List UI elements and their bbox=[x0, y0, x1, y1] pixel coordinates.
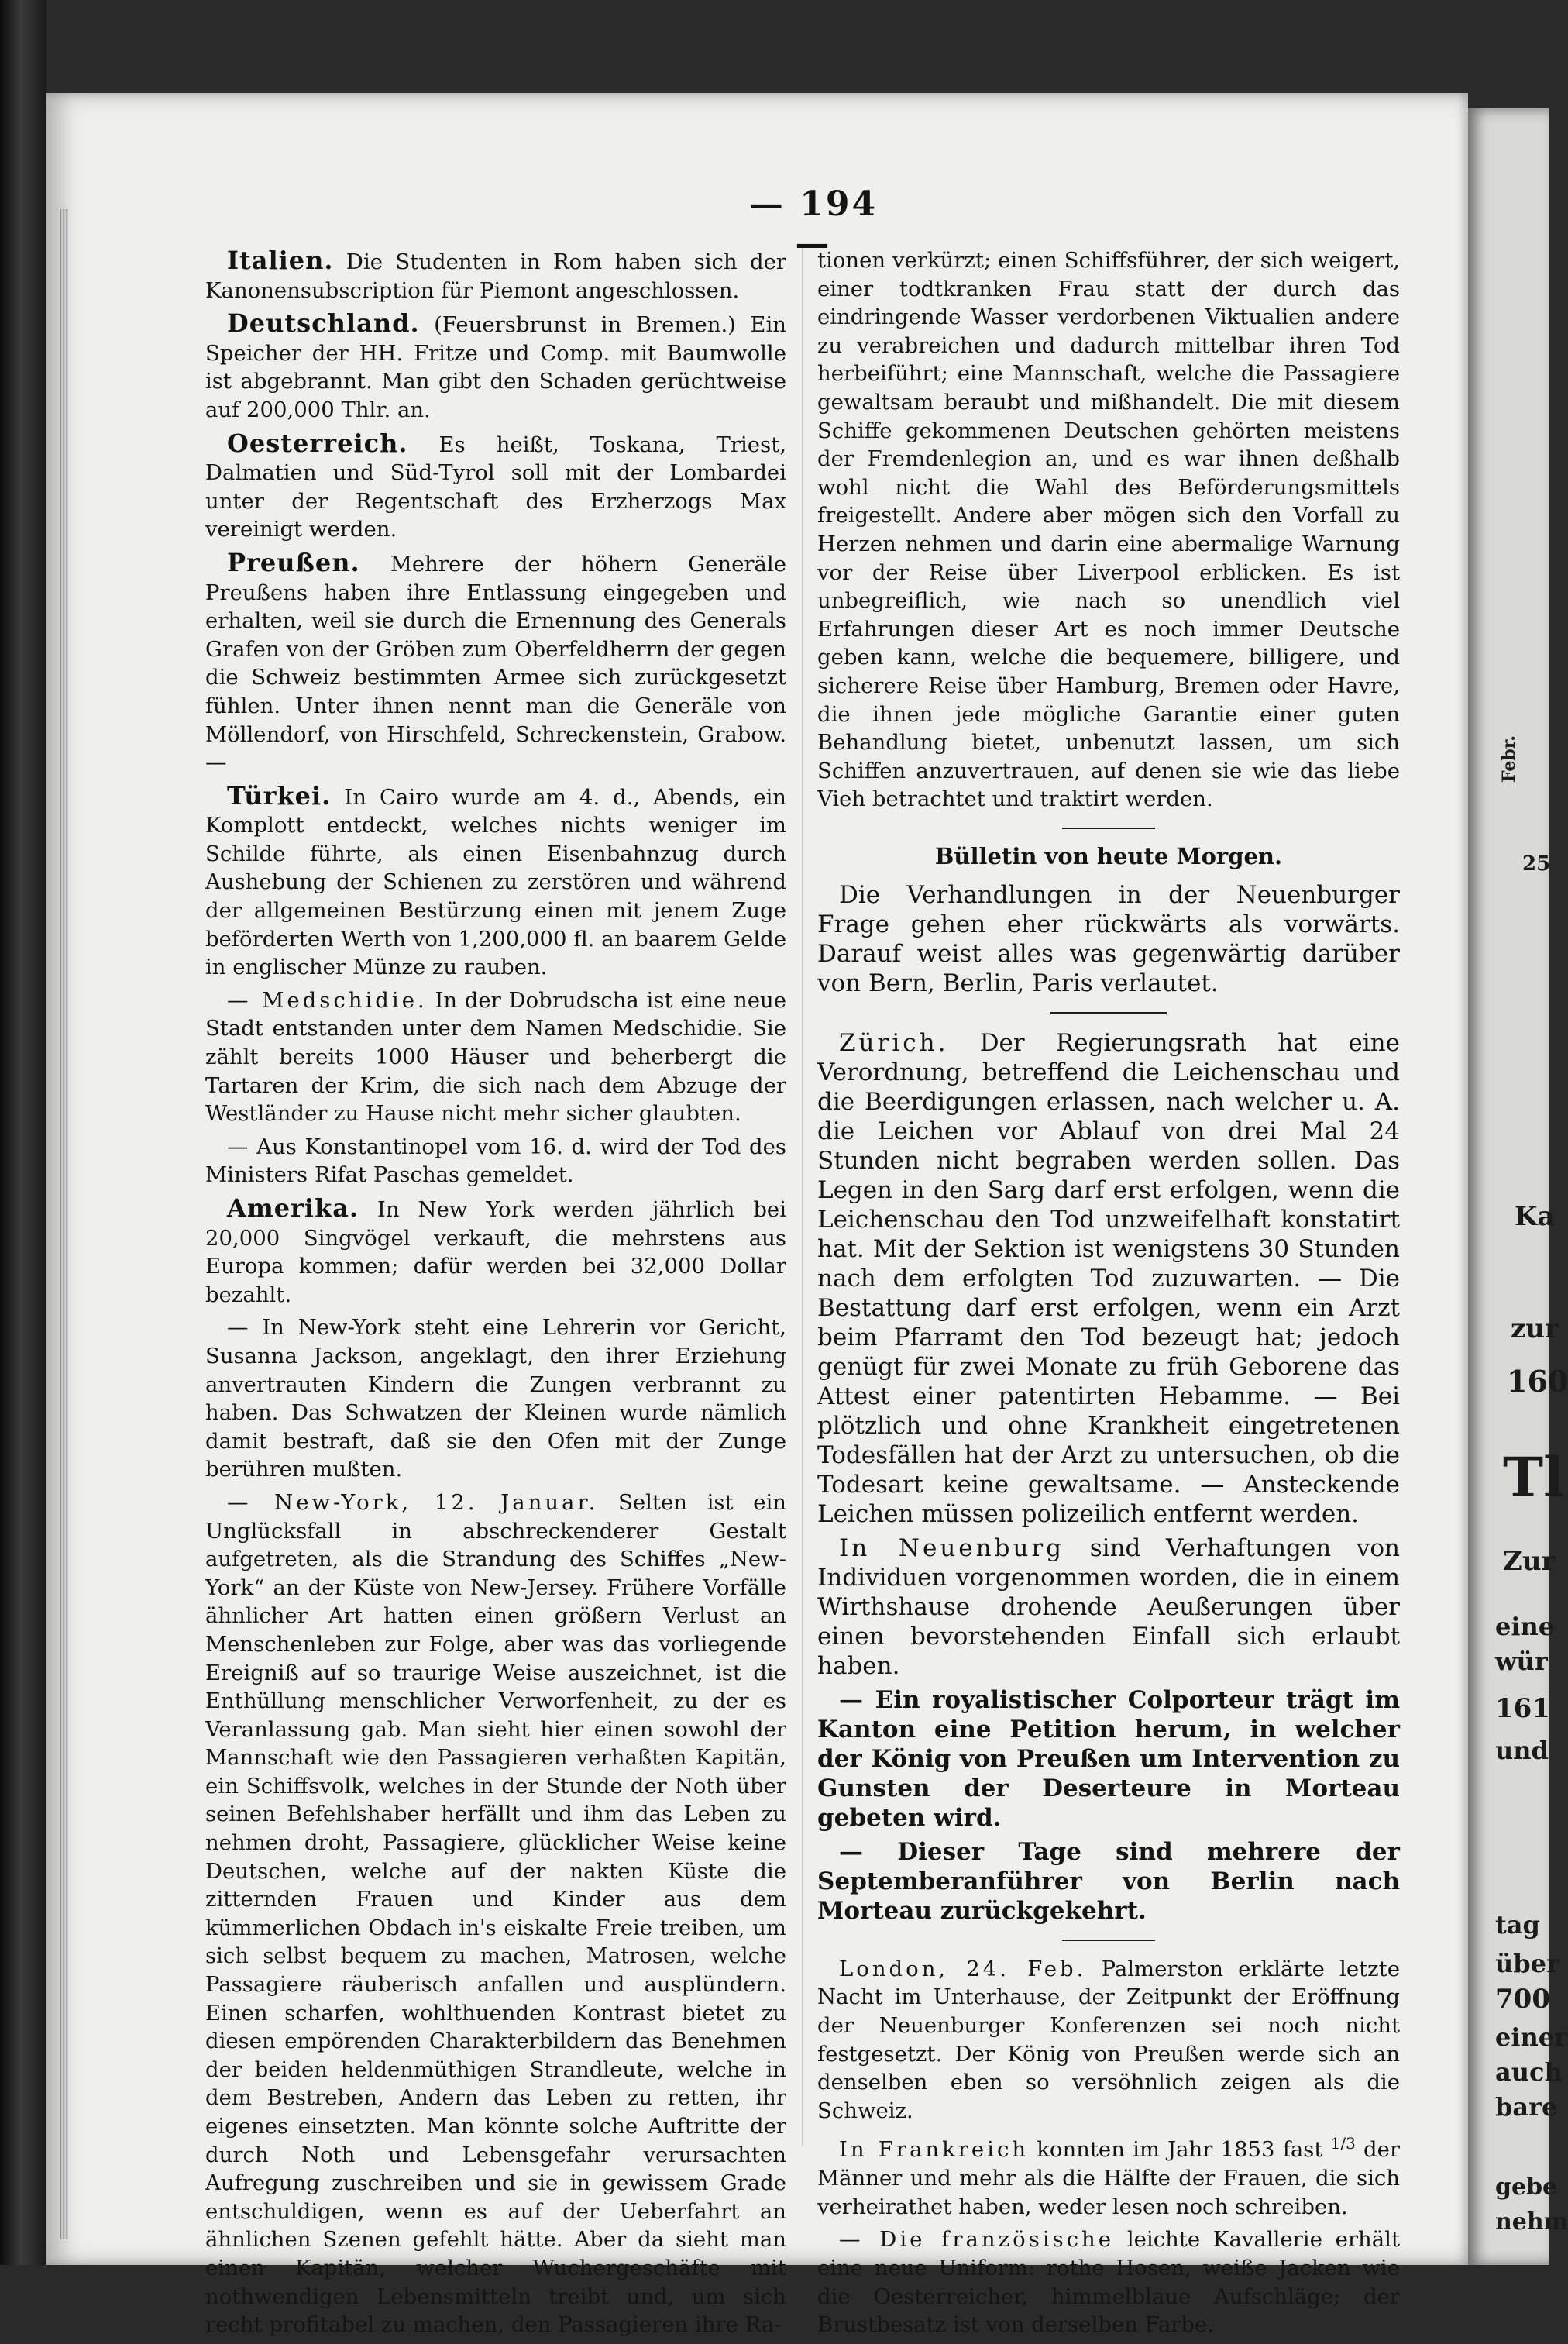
article-medschidie bbox=[205, 986, 786, 1128]
article-lead: Zürich. bbox=[839, 1028, 949, 1057]
page-stack-edge bbox=[60, 209, 68, 2239]
article-new-york-strandung bbox=[205, 1489, 786, 2339]
article-heading: Amerika. bbox=[227, 1193, 359, 1223]
article-kavallerie bbox=[817, 2225, 1400, 2339]
adjacent-fragment: 700 bbox=[1495, 1984, 1550, 2015]
article-lead: — New-York, 12. Januar. bbox=[227, 1489, 599, 1515]
article-heading: Türkei. bbox=[227, 780, 332, 811]
bulletin-title: Bülletin von heute Morgen. bbox=[934, 842, 1283, 869]
adjacent-fragment: Ka bbox=[1515, 1201, 1555, 1232]
article-italien bbox=[205, 246, 786, 305]
article-text: In New York werden jährlich bei 20,000 Singvögel verkauft, die mehrstens aus Europa kommen; dafür werden bei 32,000 Dollar bezahlt. bbox=[205, 1197, 786, 1307]
article-heading: Preußen. bbox=[227, 547, 360, 577]
article-lead: London, 24. Feb. bbox=[839, 1956, 1087, 1981]
column-divider bbox=[802, 248, 803, 2146]
article-text: Mehrere der höhern Generäle Preußens haben ihre Entlassung eingegeben und erhalten, weil sie durch die Ernennung des Generals Grafen von der Gröben zum Oberfeldherrn der gegen die Schweiz bestimmten Armee sich zurückgesetzt fühlen. Unter ihnen nennt man die Generäle von Möllendorf, von Hirschfeld, Schreckenstein, Grabow. — bbox=[205, 551, 786, 776]
adjacent-fragment: Tl bbox=[1503, 1445, 1564, 1509]
adjacent-fragment: 160 bbox=[1507, 1364, 1568, 1399]
article-new-york-lehrerin bbox=[205, 1313, 786, 1484]
section-rule bbox=[1062, 828, 1155, 829]
article-oesterreich bbox=[205, 429, 786, 544]
article-text: (Feuersbrunst in Bremen.) Ein Speicher der HH. Fritze und Comp. mit Baumwolle ist abgebrannt. Man gibt den Schaden gerüchtweise auf 200,000 Thlr. an. bbox=[205, 312, 786, 422]
article-deutschland bbox=[205, 309, 786, 424]
article-september: — Dieser Tage sind mehrere der Septemberanführer von Berlin nach Morteau zurückgekehrt. bbox=[817, 1837, 1400, 1925]
adjacent-fragment: eine bbox=[1495, 1612, 1555, 1641]
article-heading: Oesterreich. bbox=[227, 428, 408, 458]
scan-edge bbox=[0, 0, 46, 2265]
article-preussen bbox=[205, 549, 786, 777]
bulletin-text: Die Verhandlungen in der Neuenburger Frage gehen eher rückwärts als vorwärts. Darauf weist alles was gegenwärtig darüber von Bern, Berlin, Paris verlautet. bbox=[817, 880, 1400, 997]
adjacent-fragment: auch bbox=[1495, 2057, 1563, 2087]
adjacent-fragment: Febr. bbox=[1499, 735, 1519, 783]
article-heading: Deutschland. bbox=[227, 308, 420, 339]
article-lead: — Aus Konstantinopel bbox=[227, 1134, 468, 1159]
article-lead: In Neuenburg bbox=[839, 1533, 1065, 1562]
section-rule bbox=[1050, 1012, 1167, 1014]
article-text: Selten ist ein Unglücksfall in abschreckenderer Gestalt aufgetreten, als die Strandung des Schiffes „New-York“ an der Küste von New-Jersey. Frühere Vorfälle ähnlicher Art hatten einen größern Verlust an Menschenleben zur Folge, aber was das vorliegende Ereigniß auf so traurige Weise auszeichnet, ist die Enthüllung menschlicher Verworfenheit, zu der es Veranlassung gab. Man sieht hier einen sowohl der Mannschaft wie den Passagieren verhaßten Kapitän, ein Schiffsvolk, welches in der Stunde der Noth über seinen Befehlshaber herfällt und ihm das Leben zu nehmen droht, Passagiere, glücklicher Weise keine Deutschen, welche auf der nakten Küste die zitternden Frauen und Kinder aus dem kümmerlichen Obdach in's eiskalte Freie treiben, um sich selbst bequem zu machen, Matrosen, welche Passagiere räuberisch anfallen und ausplündern. Einen scharfen, wohlthuenden Kontrast bietet zu diesen empörenden Charakterbildern das Benehmen der beiden heldenmüthigen Strandleute, welche in dem Bestreben, Andern das Leben zu retten, ihr eigenes einsetzten. Man könnte solche Auftritte der durch Noth und Lebensgefahr verursachten Aufregung zuschreiben und sie in gewissem Grade entschuldigen, wenn es auf der Ueberfahrt an ähnlichen Szenen gefehlt hätte. Aber da sieht man einen Kapitän, welcher Wuchergeschäfte mit nothwendigen Lebensmitteln treibt und, um sich recht profitabel zu machen, den Passagieren ihre Ra- bbox=[205, 1489, 786, 2338]
adjacent-fragment: 25 bbox=[1522, 852, 1551, 876]
article-frankreich bbox=[817, 2129, 1400, 2221]
adjacent-page bbox=[1468, 108, 1568, 2265]
adjacent-fragment: über bbox=[1495, 1949, 1559, 1978]
adjacent-fragment: wür bbox=[1495, 1647, 1548, 1676]
article-neuenburg bbox=[817, 1533, 1400, 1681]
article-text: In der Dobrudscha ist eine neue Stadt entstanden unter dem Namen Medschidie. Sie zählt bereits 1000 Häuser und beherbergt die Tartaren der Krim, die sich nach dem Abzuge der Westländer zu Hause nicht mehr sicher glaubten. bbox=[205, 987, 786, 1127]
adjacent-fragment: und bbox=[1495, 1736, 1549, 1765]
article-continuation: tionen verkürzt; einen Schiffsführer, der sich weigert, einer todtkranken Frau statt der durch das eindringende Wasser verdorbenen Viktualien andere zu verabreichen und dadurch mittelbar ihren Tod herbeiführt; eine Mannschaft, welche die Passagiere gewaltsam beraubt und mißhandelt. Die mit diesem Schiffe gekommenen Deutschen gehörten meistens der Fremdenlegion an, und es war ihnen deßhalb wohl nicht die Wahl des Beförderungsmittels freigestellt. Andere aber mögen sich den Vorfall zu Herzen nehmen und darin eine abermalige Warnung vor der Reise über Liverpool erblicken. Es ist unbegreiflich, wie nach so unendlich viel Erfahrungen dieser Art es noch immer Deutsche geben kann, welche die bequemere, billigere, und sicherere Reise über Hamburg, Bremen oder Havre, die ihnen jede mögliche Garantie einer guten Behandlung bietet, unbenutzt lassen, um sich Schiffen anzuvertrauen, auf denen sie wie das liebe Vieh betrachtet und traktirt werden. bbox=[817, 248, 1400, 812]
article-text: Palmerston erklärte letzte Nacht im Unterhause, der Zeitpunkt der Eröffnung der Neuenburger Konferenzen sei noch nicht festgesetzt. Der König von Preußen werde sich an denselben eben so versöhnlich zeigen als die Schweiz. bbox=[817, 1956, 1400, 2123]
article-text: Der Regierungsrath hat eine Verordnung, betreffend die Leichenschau und die Beerdigungen erlassen, nach welcher u. A. die Leichen vor Ablauf von drei Mal 24 Stunden nicht begraben werden sollen. Das Legen in den Sarg darf erst erfolgen, wenn die Leichenschau den Tod unzweifelhaft konstatirt hat. Mit der Sektion ist wenigstens 30 Stunden nach dem erfolgten Tod zuzuwarten. — Die Bestattung darf erst erfolgen, wenn ein Arzt beim Pfarramt den Tod bezeugt hat; jedoch genügt für zwei Monate zu früh Geborene das Attest einer patentirten Hebamme. — Bei plötzlich und ohne Krankheit eingetretenen Todesfällen hat der Arzt zu untersuchen, ob die Todesart keine gewaltsame. — Ansteckende Leichen müssen polizeilich entfernt werden. bbox=[817, 1028, 1400, 1528]
right-column bbox=[817, 246, 1400, 2344]
adjacent-fragment: zur bbox=[1511, 1313, 1559, 1344]
article-text: sind Verhaftungen von Individuen vorgenommen worden, die in einem Wirthshause drohende Aeußerungen über einen bevorstehenden Einfall sich erlaubt haben. bbox=[817, 1533, 1400, 1680]
adjacent-fragment: gebe bbox=[1495, 2174, 1558, 2201]
article-london bbox=[817, 1955, 1400, 2125]
article-text: vom 16. d. wird der Tod des Ministers Rifat Paschas gemeldet. bbox=[205, 1134, 786, 1188]
adjacent-fragment: 161 bbox=[1495, 1693, 1550, 1724]
article-colporteur: — Ein royalistischer Colporteur trägt im Kanton eine Petition herum, in welcher der König von Preußen um Intervention zu Gunsten der Deserteure in Morteau gebeten wird. bbox=[817, 1685, 1400, 1832]
article-tuerkei bbox=[205, 782, 786, 982]
article-text: leichte Kavallerie erhält eine neue Uniform: rothe Hosen, weiße Jacken wie die Oesterreicher, himmelblaue Aufschläge; der Brustbesatz ist von derselben Farbe. bbox=[817, 2227, 1400, 2338]
article-text: der Männer und mehr als die Hälfte der Frauen, die sich verheirathet haben, weder lesen noch schreiben. bbox=[817, 2137, 1400, 2219]
adjacent-fragment: einer bbox=[1495, 2022, 1567, 2052]
left-column bbox=[205, 246, 786, 2344]
article-lead: — Medschidie. bbox=[227, 987, 428, 1013]
article-lead: — In New-York bbox=[227, 1315, 401, 1341]
adjacent-fragment: nehm bbox=[1495, 2208, 1568, 2236]
article-heading: Italien. bbox=[227, 246, 334, 275]
article-konstantinopel bbox=[205, 1133, 786, 1189]
article-amerika bbox=[205, 1194, 786, 1309]
article-text: Die Studenten in Rom haben sich der Kanonensubscription für Piemont angeschlossen. bbox=[205, 250, 786, 303]
adjacent-fragment: tag bbox=[1495, 1910, 1540, 1940]
article-lead: In Frankreich bbox=[839, 2137, 1030, 2163]
article-lead: — Die französische bbox=[839, 2227, 1115, 2253]
article-text: In Cairo wurde am 4. d., Abends, ein Komplott entdeckt, welches nichts weniger im Schilde führte, als einen Eisenbahnzug durch Aushebung der Schienen zu zerstören und während der allgemeinen Bestürzung einen mit jenem Zuge beförderten Werth von 1,200,000 fl. an baarem Gelde in englischer Münze zu rauben. bbox=[205, 784, 786, 980]
section-rule bbox=[1062, 1940, 1155, 1941]
adjacent-fragment: Zur bbox=[1503, 1546, 1556, 1577]
page-number: — 194 — bbox=[748, 184, 879, 263]
adjacent-fragment: bare bbox=[1495, 2092, 1558, 2122]
article-text: steht eine Lehrerin vor Gericht, Susanna Jackson, angeklagt, den ihrer Erziehung anvertrauten Kindern die Zungen verbrannt zu haben. Das Schwatzen der Kleinen wurde nämlich damit bestraft, daß sie den Ofen mit der Zunge berühren mußten. bbox=[205, 1315, 786, 1482]
article-text: Es heißt, Toskana, Triest, Dalmatien und Süd-Tyrol soll mit der Lombardei unter der Regentschaft des Erzherzogs Max vereinigt werden. bbox=[205, 432, 786, 542]
article-zuerich bbox=[817, 1028, 1400, 1529]
fraction: 1/3 bbox=[1330, 2134, 1356, 2153]
article-text: konnten im Jahr 1853 fast bbox=[1037, 2137, 1323, 2163]
